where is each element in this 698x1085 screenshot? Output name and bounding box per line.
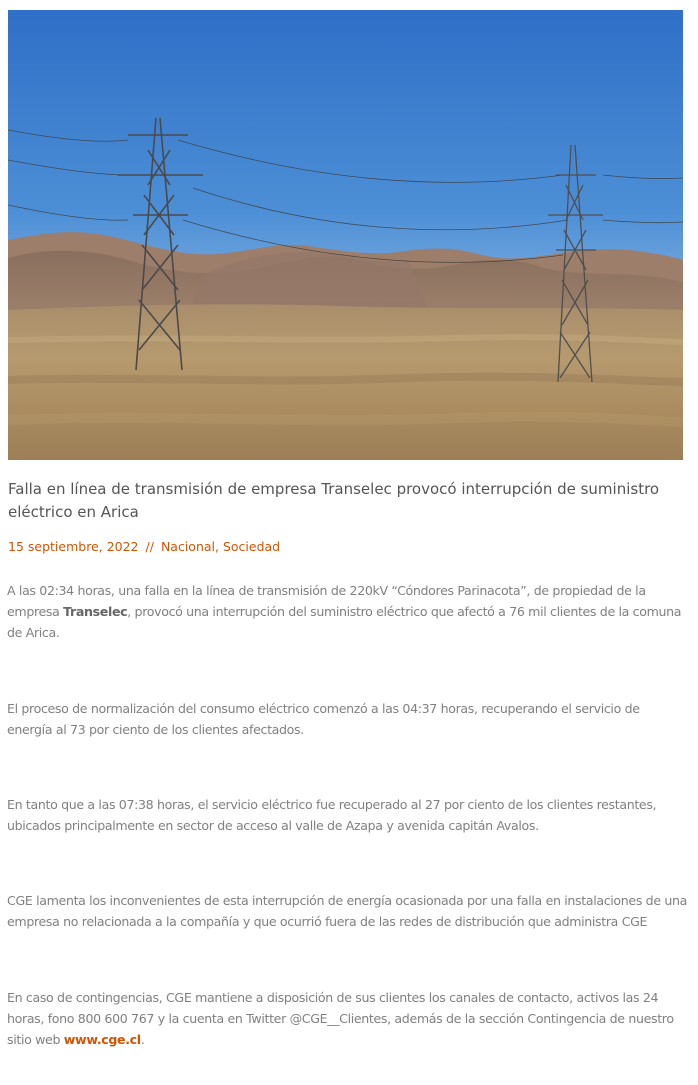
paragraph-5-text-b: . (140, 1032, 145, 1047)
website-link[interactable]: www.cge.cl (63, 1032, 141, 1047)
paragraph-5-text-a: En caso de contingencias, CGE mantiene a disposición de sus clientes los canales de contacto, activos las 24 horas, fono 800 600 767 y la cuenta en Twitter @CGE__Clientes, además de la sección Contingencia de nuestro sitio web (7, 990, 674, 1047)
hero-image (8, 10, 683, 460)
article-paragraph-3: En tanto que a las 07:38 horas, el servicio eléctrico fue recuperado al 27 por ciento de los clientes restantes, ubicados principalmente en sector de acceso al valle de Azapa y avenida capitán Avalos. (7, 797, 657, 833)
article-paragraph-5 (7, 987, 687, 1050)
paragraph-1-text-b: , provocó una interrupción del suministro eléctrico que afectó a 76 mil clientes de la comuna de Arica. (7, 604, 682, 640)
article-meta (8, 537, 280, 557)
company-name-bold: Transelec (63, 604, 128, 619)
category-link-nacional[interactable]: Nacional (160, 539, 216, 554)
article-paragraph-2: El proceso de normalización del consumo eléctrico comenzó a las 04:37 horas, recuperando el servicio de energía al 73 por ciento de los clientes afectados. (7, 701, 640, 737)
meta-separator: // (145, 539, 154, 554)
article-date: 15 septiembre, 2022 (8, 539, 139, 554)
article-paragraph-1 (7, 580, 687, 643)
article-paragraph-4: CGE lamenta los inconvenientes de esta interrupción de energía ocasionada por una falla en instalaciones de una empresa no relacionada a la compañía y que ocurrió fuera de las redes de distribución que administra CGE (7, 893, 688, 929)
category-link-sociedad[interactable]: Sociedad (222, 539, 281, 554)
category-joiner: , (215, 539, 223, 554)
article-title: Falla en línea de transmisión de empresa Transelec provocó interrupción de suministro eléctrico en Arica (8, 480, 660, 521)
paragraph-1-text-a: A las 02:34 horas, una falla en la línea de transmisión de 220kV “Cóndores Parinacota”, de propiedad de la empresa (7, 583, 646, 619)
